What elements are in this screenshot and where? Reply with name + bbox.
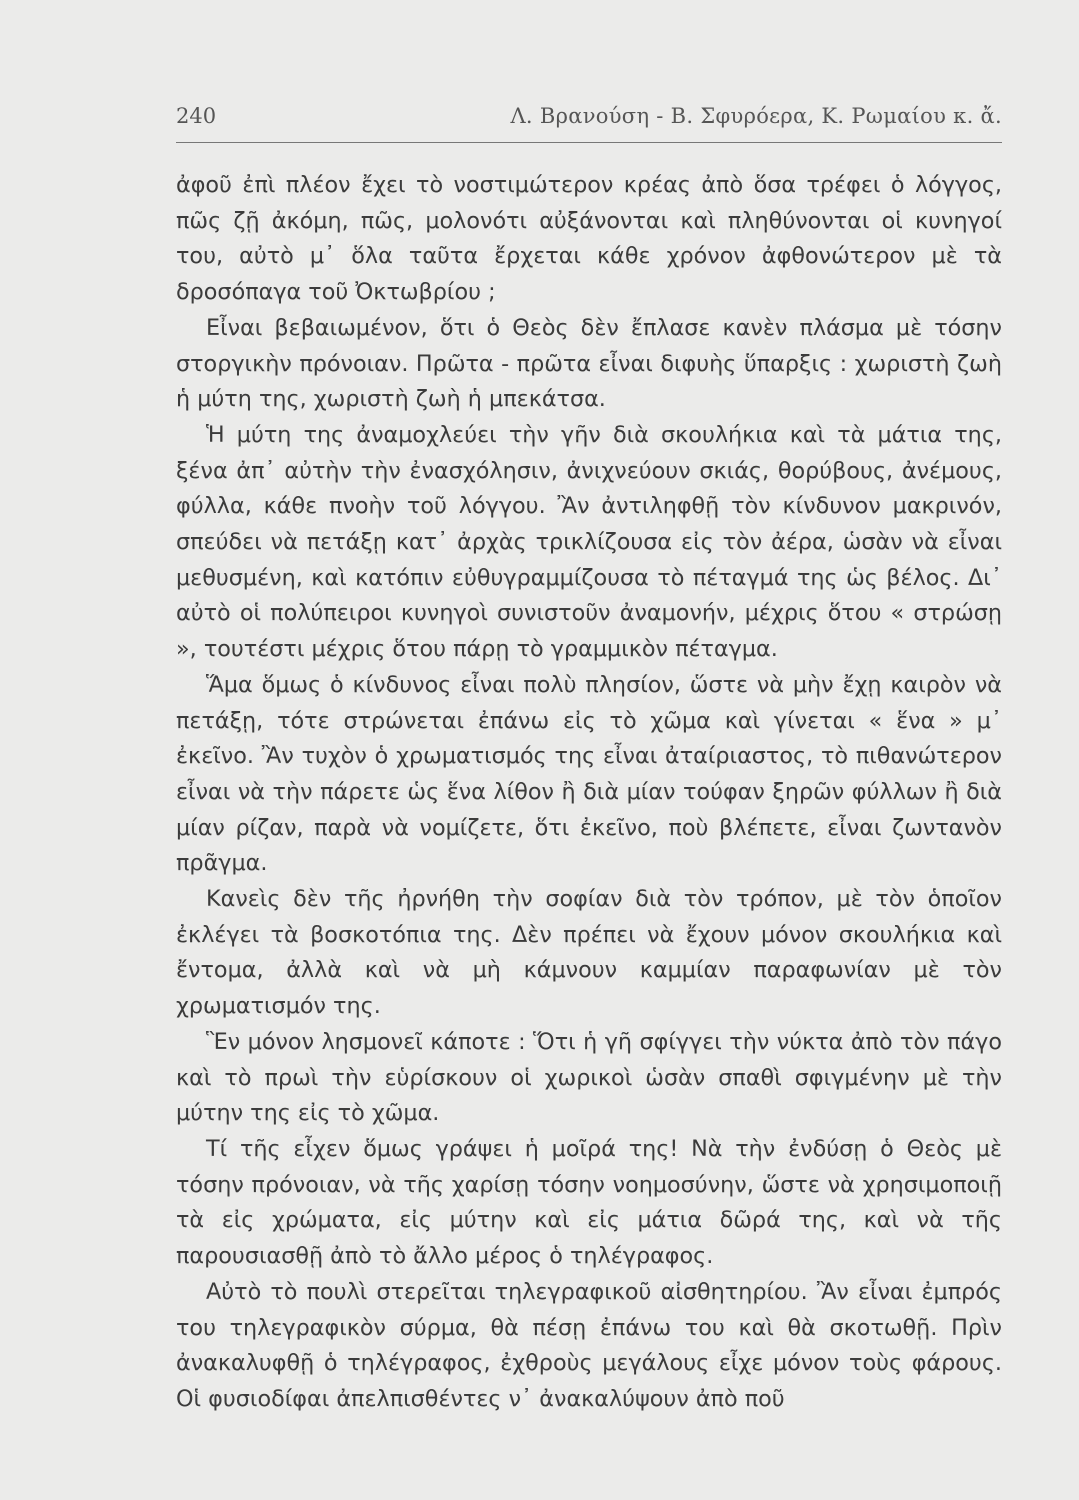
paragraph-6: Ἓν μόνον λησμονεῖ κάποτε : Ὅτι ἡ γῆ σφίγγει τὴν νύκτα ἀπὸ τὸν πάγο καὶ τὸ πρωὶ τὴν εὑρίσκουν οἱ χωρικοὶ ὡσὰν σπαθὶ σφιγμένην μὲ τὴν μύτην της εἰς τὸ χῶμα. xyxy=(176,1028,1002,1127)
body-text xyxy=(176,168,1002,1418)
running-title: Λ. Βρανούση - Β. Σφυρόερα, Κ. Ρωμαίου κ. ἄ. xyxy=(510,104,1002,128)
paragraph-3: Ἡ μύτη της ἀναμοχλεύει τὴν γῆν διὰ σκουλήκια καὶ τὰ μάτια της, ξένα ἀπ᾿ αὐτὴν τὴν ἐνασχόλησιν, ἀνιχνεύουν σκιάς, θορύβους, ἀνέμους, φύλλα, κάθε πνοὴν τοῦ λόγγου. Ἂν ἀντιληφθῇ τὸν κίνδυνον μακρινόν, σπεύδει νὰ πετάξῃ κατ᾿ ἀρχὰς τρικλίζουσα εἰς τὸν ἀέρα, ὡσὰν νὰ εἶναι μεθυσμένη, καὶ κατόπιν εὐθυγραμμίζουσα τὸ πέταγμά της ὡς βέλος. Δι᾿ αὐτὸ οἱ πολύπειροι κυνηγοὶ συνιστοῦν ἀναμονήν, μέχρις ὅτου « στρώσῃ », τουτέστι μέχρις ὅτου πάρῃ τὸ γραμμικὸν πέταγμα. xyxy=(176,421,1002,663)
paragraph-5: Κανεὶς δὲν τῆς ἠρνήθη τὴν σοφίαν διὰ τὸν τρόπον, μὲ τὸν ὁποῖον ἐκλέγει τὰ βοσκοτόπια της. Δὲν πρέπει νὰ ἔχουν μόνον σκουλήκια καὶ ἔντομα, ἀλλὰ καὶ νὰ μὴ κάμνουν καμμίαν παραφωνίαν μὲ τὸν χρωματισμόν της. xyxy=(176,886,1002,1020)
paragraph-2: Εἶναι βεβαιωμένον, ὅτι ὁ Θεὸς δὲν ἔπλασε κανὲν πλάσμα μὲ τόσην στοργικὴν πρόνοιαν. Πρῶτα - πρῶτα εἶναι διφυὴς ὕπαρξις : χωριστὴ ζωὴ ἡ μύτη της, χωριστὴ ζωὴ ἡ μπεκάτσα. xyxy=(176,314,1002,413)
page-number: 240 xyxy=(176,104,217,128)
page-header xyxy=(176,104,1002,144)
paragraph-8: Αὐτὸ τὸ πουλὶ στερεῖται τηλεγραφικοῦ αἰσθητηρίου. Ἂν εἶναι ἐμπρός του τηλεγραφικὸν σύρμα, θὰ πέσῃ ἐπάνω του καὶ θὰ σκοτωθῇ. Πρὶν ἀνακαλυφθῇ ὁ τηλέγραφος, ἐχθροὺς μεγάλους εἶχε μόνον τοὺς φάρους. Οἱ φυσιοδίφαι ἀπελπισθέντες ν᾿ ἀνακαλύψουν ἀπὸ ποῦ xyxy=(176,1278,1002,1412)
paragraph-7: Τί τῆς εἶχεν ὅμως γράψει ἡ μοῖρά της! Νὰ τὴν ἐνδύσῃ ὁ Θεὸς μὲ τόσην πρόνοιαν, νὰ τῆς χαρίσῃ τόσην νοημοσύνην, ὥστε νὰ χρησιμοποιῇ τὰ εἰς χρώματα, εἰς μύτην καὶ εἰς μάτια δῶρά της, καὶ νὰ τῆς παρουσιασθῇ ἀπὸ τὸ ἄλλο μέρος ὁ τηλέγραφος. xyxy=(176,1135,1002,1270)
paragraph-4: Ἅμα ὅμως ὁ κίνδυνος εἶναι πολὺ πλησίον, ὥστε νὰ μὴν ἔχῃ καιρὸν νὰ πετάξῃ, τότε στρώνεται ἐπάνω εἰς τὸ χῶμα καὶ γίνεται « ἕνα » μ᾿ ἐκεῖνο. Ἂν τυχὸν ὁ χρωματισμός της εἶναι ἀταίριαστος, τὸ πιθανώτερον εἶναι νὰ τὴν πάρετε ὡς ἕνα λίθον ἢ διὰ μίαν τούφαν ξηρῶν φύλλων ἢ διὰ μίαν ρίζαν, παρὰ νὰ νομίζετε, ὅτι ἐκεῖνο, ποὺ βλέπετε, εἶναι ζωντανὸν πρᾶγμα. xyxy=(176,671,1002,877)
paragraph-1: ἀφοῦ ἐπὶ πλέον ἔχει τὸ νοστιμώτερον κρέας ἀπὸ ὅσα τρέφει ὁ λόγγος, πῶς ζῇ ἀκόμη, πῶς, μολονότι αὐξάνονται καὶ πληθύνονται οἱ κυνηγοί του, αὐτὸ μ᾿ ὅλα ταῦτα ἔρχεται κάθε χρόνον ἀφθονώτερον μὲ τὰ δροσόπαγα τοῦ Ὀκτωβρίου ; xyxy=(176,172,1002,306)
header-rule xyxy=(176,142,1002,143)
